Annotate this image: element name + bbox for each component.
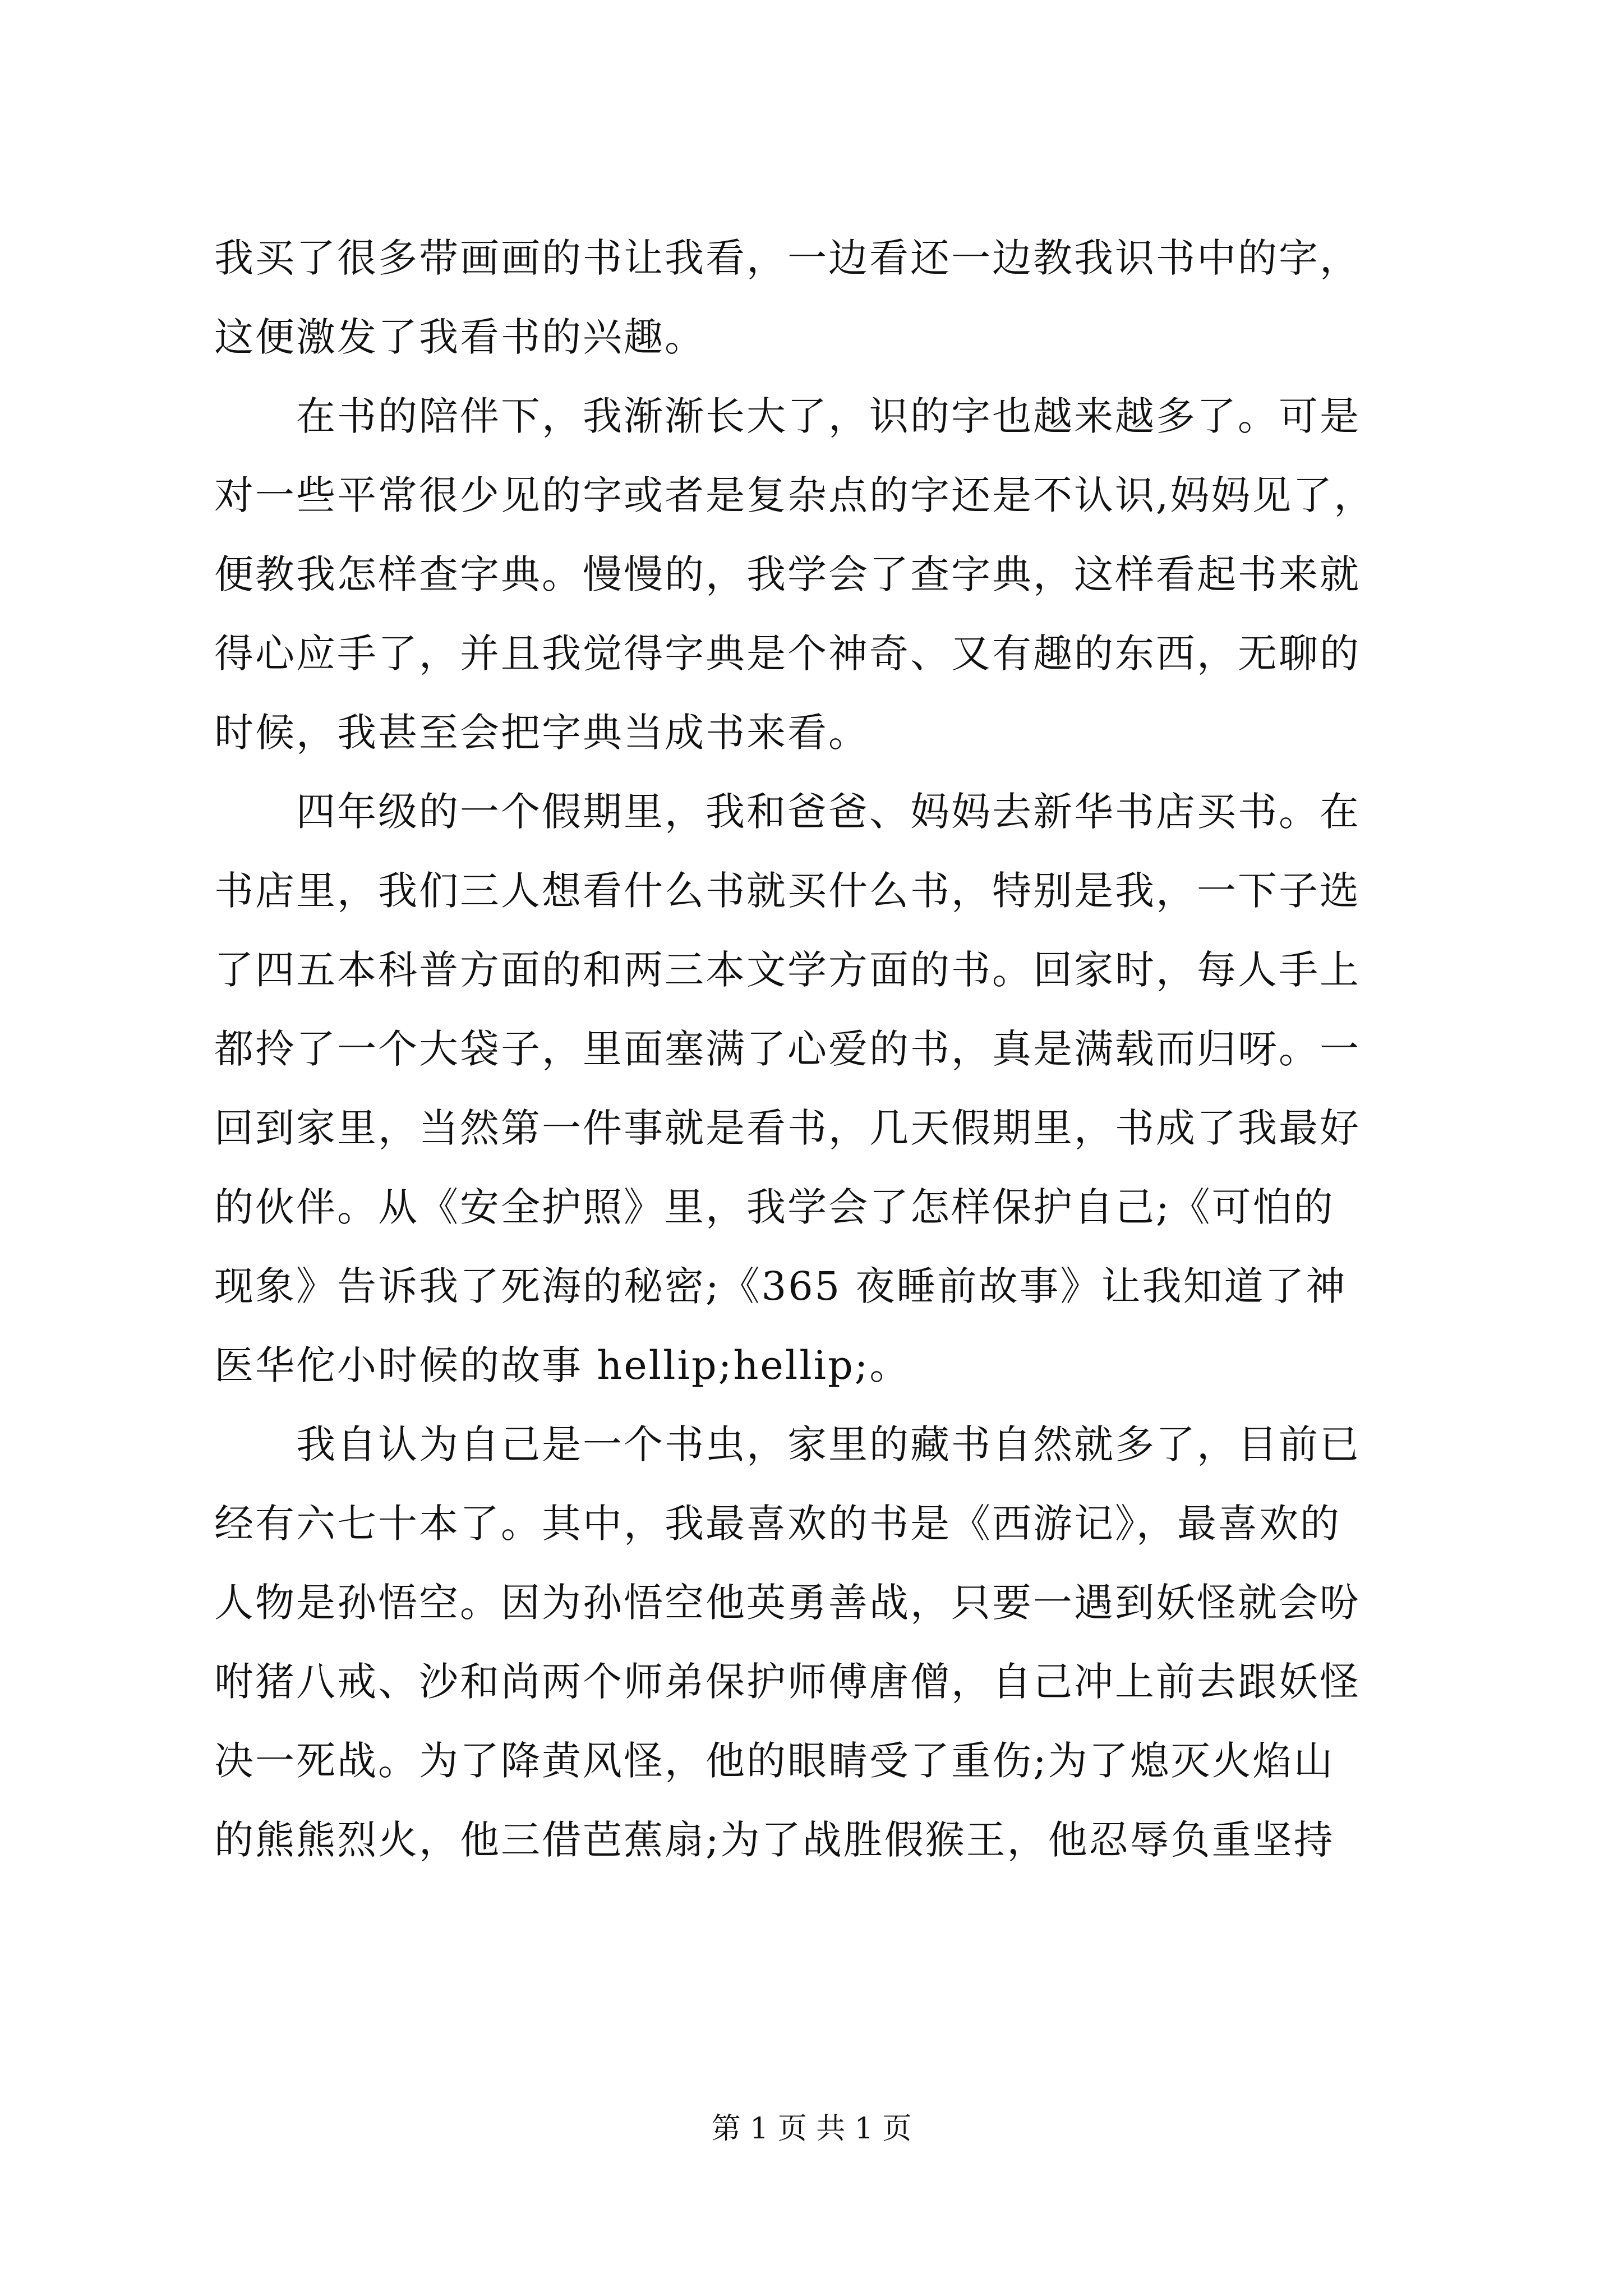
text-line: 的熊熊烈火，他三借芭蕉扇;为了战胜假猴王，他忍辱负重坚持 <box>214 1817 1335 1863</box>
text-line: 这便激发了我看书的兴趣。 <box>214 314 706 360</box>
text-line: 了四五本科普方面的和两三本文学方面的书。回家时，每人手上 <box>214 947 1361 993</box>
text-line: 对一些平常很少见的字或者是复杂点的字还是不认识,妈妈见了， <box>214 472 1375 518</box>
text-line: 得心应手了，并且我觉得字典是个神奇、又有趣的东西，无聊的 <box>214 631 1361 677</box>
text-line: 人物是孙悟空。因为孙悟空他英勇善战，只要一遇到妖怪就会吩 <box>214 1580 1361 1626</box>
text-line: 决一死战。为了降黄风怪，他的眼睛受了重伤;为了熄灭火焰山 <box>214 1738 1335 1784</box>
text-line: 咐猪八戒、沙和尚两个师弟保护师傅唐僧，自己冲上前去跟妖怪 <box>214 1659 1361 1705</box>
text-line: 在书的陪伴下，我渐渐长大了，识的字也越来越多了。可是 <box>214 393 1361 439</box>
text-line: 都拎了一个大袋子，里面塞满了心爱的书，真是满载而归呀。一 <box>214 1026 1361 1072</box>
text-line: 四年级的一个假期里，我和爸爸、妈妈去新华书店买书。在 <box>214 789 1361 835</box>
body-text <box>214 219 1420 1880</box>
text-line: 便教我怎样查字典。慢慢的，我学会了查字典，这样看起书来就 <box>214 551 1361 597</box>
page-footer <box>0 2109 1623 2148</box>
text-line: 现象》告诉我了死海的秘密;《365 夜睡前故事》让我知道了神 <box>214 1263 1347 1309</box>
text-line: 医华佗小时候的故事 hellip;hellip;。 <box>214 1342 911 1388</box>
text-line: 我买了很多带画画的书让我看，一边看还一边教我识书中的字， <box>214 235 1361 281</box>
text-line: 经有六七十本了。其中，我最喜欢的书是《西游记》，最喜欢的 <box>214 1501 1341 1547</box>
text-line: 的伙伴。从《安全护照》里，我学会了怎样保护自己;《可怕的 <box>214 1184 1335 1230</box>
page-number-label: 第 1 页 共 1 页 <box>711 2112 912 2146</box>
text-line: 我自认为自己是一个书虫，家里的藏书自然就多了，目前已 <box>214 1421 1361 1467</box>
text-line: 回到家里，当然第一件事就是看书，几天假期里，书成了我最好 <box>214 1105 1361 1151</box>
text-line: 书店里，我们三人想看什么书就买什么书，特别是我，一下子选 <box>214 868 1361 914</box>
text-line: 时候，我甚至会把字典当成书来看。 <box>214 710 869 756</box>
